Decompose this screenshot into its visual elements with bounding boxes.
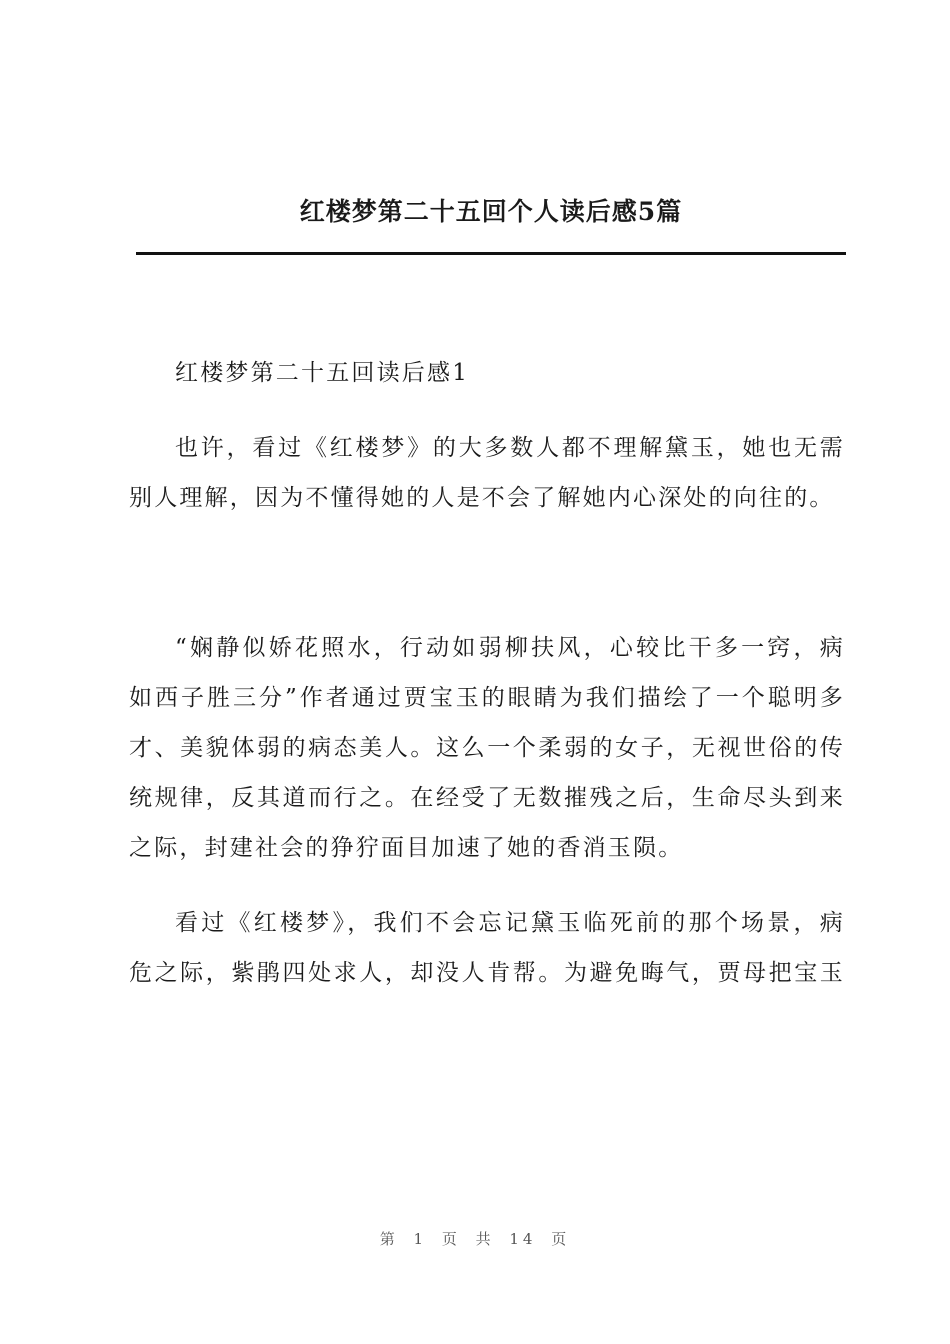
- section-heading: 红楼梦第二十五回读后感1: [175, 360, 470, 386]
- text-line: 别人理解，因为不懂得她的人是不会了解她内心深处的向往的。: [129, 485, 835, 511]
- paragraph-1: [129, 423, 845, 523]
- text-line: 之际，封建社会的狰狞面目加速了她的香消玉陨。: [129, 835, 684, 861]
- paragraph-3: [129, 898, 845, 998]
- page-footer: 第 1 页 共 14 页: [379, 1230, 571, 1248]
- paragraph-2: [129, 623, 845, 873]
- text-line: 统规律，反其道而行之。在经受了无数摧残之后，生命尽头到来: [129, 785, 845, 811]
- document-body: [129, 348, 845, 998]
- text-line: 才、美貌体弱的病态美人。这么一个柔弱的女子，无视世俗的传: [129, 735, 845, 761]
- text-line: 如西子胜三分”作者通过贾宝玉的眼睛为我们描绘了一个聪明多: [129, 685, 845, 711]
- document-title: 红楼梦第二十五回个人读后感5篇: [299, 197, 683, 226]
- text-line: 也许，看过《红楼梦》的大多数人都不理解黛玉，她也无需: [175, 435, 845, 461]
- text-line: 看过《红楼梦》，我们不会忘记黛玉临死前的那个场景，病: [175, 910, 845, 936]
- title-underline: [136, 252, 846, 255]
- text-line: “娴静似娇花照水，行动如弱柳扶风，心较比干多一窍，病: [175, 635, 845, 661]
- text-line: 危之际，紫鹃四处求人，却没人肯帮。为避免晦气，贾母把宝玉: [129, 960, 845, 986]
